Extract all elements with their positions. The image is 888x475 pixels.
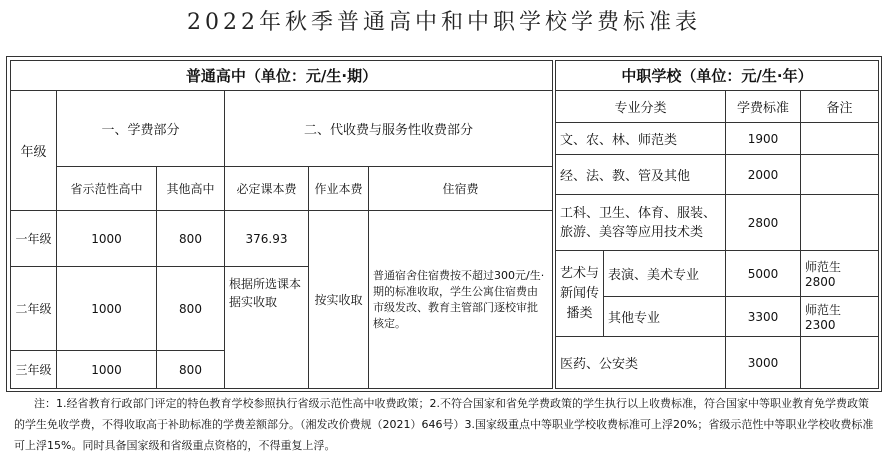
fee-cell: 5000: [726, 251, 801, 297]
grade-header: 年级: [11, 91, 57, 211]
grade-label: 二年级: [11, 267, 57, 351]
high-school-table: [10, 60, 553, 389]
category-cell: 经、法、教、管及其他: [556, 155, 726, 195]
model-school-fee: 1000: [57, 211, 157, 267]
col-header-fee: 学费标准: [726, 91, 801, 123]
subcategory-cell: 其他专业: [604, 297, 726, 337]
remark-cell: [801, 155, 879, 195]
col-header-workbook: 作业本费: [309, 167, 369, 211]
col-header-model-school: 省示范性高中: [57, 167, 157, 211]
other-school-fee: 800: [157, 351, 225, 389]
col-header-dorm: 住宿费: [369, 167, 553, 211]
tuition-group-header: 一、学费部分: [57, 91, 225, 167]
col-header-remark: 备注: [801, 91, 879, 123]
vocational-heading: 中职学校（单位：元/生·年）: [556, 61, 879, 91]
category-cell: 艺术与新闻传播类: [556, 251, 604, 337]
fee-cell: 3300: [726, 297, 801, 337]
category-cell: 工科、卫生、体育、服装、旅游、美容等应用技术类: [556, 195, 726, 251]
textbook-fee: 376.93: [225, 211, 309, 267]
remark-cell: 师范生 2300: [801, 297, 879, 337]
category-cell: 医药、公安类: [556, 337, 726, 389]
service-group-header: 二、代收费与服务性收费部分: [225, 91, 553, 167]
remark-cell: [801, 337, 879, 389]
vocational-table: [555, 60, 879, 389]
fee-cell: 3000: [726, 337, 801, 389]
dorm-note: 普通宿舍住宿费按不超过300元/生·期的标准收取，学生公寓住宿费由市级发改、教育主管部门逐校审批核定。: [369, 211, 553, 389]
model-school-fee: 1000: [57, 351, 157, 389]
footnote: 注：1.经省教育行政部门评定的特色教育学校参照执行省级示范性高中收费政策；2.不符合国家和省免学费政策的学生执行以上收费标准，符合国家中等职业教育免学费政策的学生免收学费，不得收取高于补助标准的学费差额部分。（湘发改价费规（2021）646号）3.国家级重点中等职业学校收费标准可上浮20%；省级示范性中等职业学校收费标准可上浮15%。同时具备国家级和省级重点资格的，不得重复上浮。: [14, 397, 874, 452]
remark-cell: [801, 195, 879, 251]
workbook-note: 按实收取: [309, 211, 369, 389]
category-cell: 文、农、林、师范类: [556, 123, 726, 155]
subcategory-cell: 表演、美术专业: [604, 251, 726, 297]
fee-cell: 2000: [726, 155, 801, 195]
grade-label: 三年级: [11, 351, 57, 389]
fee-cell: 2800: [726, 195, 801, 251]
col-header-textbook: 必定课本费: [225, 167, 309, 211]
grade-label: 一年级: [11, 211, 57, 267]
remark-cell: 师范生 2800: [801, 251, 879, 297]
page-title: 2022年秋季普通高中和中职学校学费标准表: [187, 10, 701, 35]
col-header-other-school: 其他高中: [157, 167, 225, 211]
col-header-category: 专业分类: [556, 91, 726, 123]
remark-cell: [801, 123, 879, 155]
other-school-fee: 800: [157, 211, 225, 267]
fee-cell: 1900: [726, 123, 801, 155]
textbook-note: 根据所选课本据实收取: [225, 267, 309, 389]
model-school-fee: 1000: [57, 267, 157, 351]
high-school-heading: 普通高中（单位：元/生·期）: [11, 61, 553, 91]
other-school-fee: 800: [157, 267, 225, 351]
